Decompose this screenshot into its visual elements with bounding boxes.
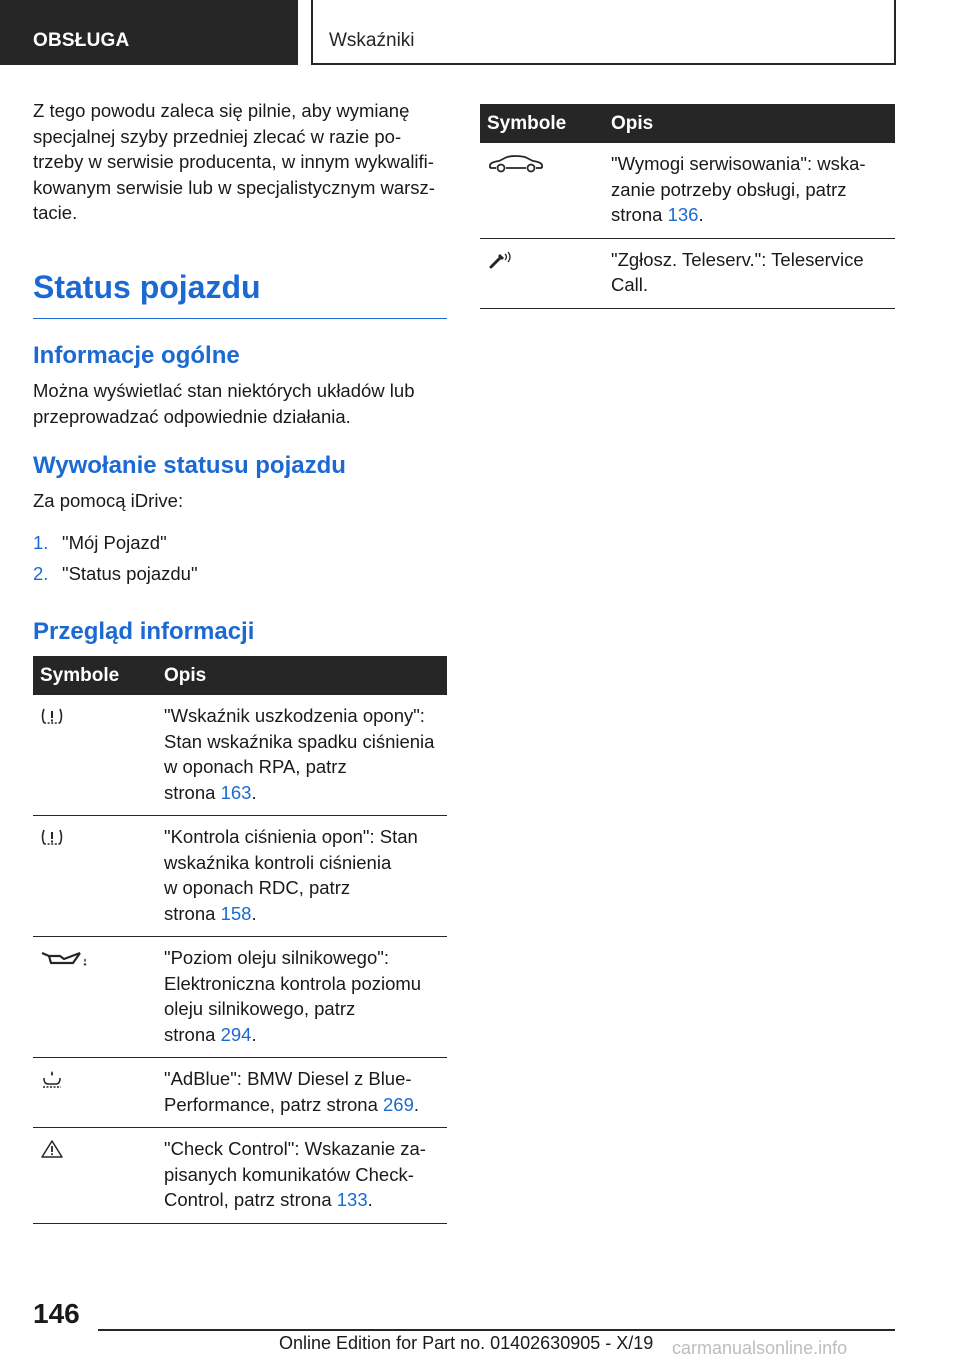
row-description: "Zgłosz. Teleserv.": Teleservice Call. bbox=[611, 248, 864, 295]
tire-pressure-monitor-icon bbox=[40, 827, 64, 847]
general-info-heading: Informacje ogólne bbox=[33, 342, 240, 369]
teleservice-wrench-icon bbox=[487, 250, 515, 270]
table-row bbox=[33, 1128, 447, 1224]
steps-list bbox=[33, 527, 447, 589]
row-end: . bbox=[251, 1023, 257, 1045]
page-link[interactable]: 158 bbox=[220, 902, 252, 924]
column-header-symbol: Symbole bbox=[487, 112, 567, 134]
row-end: . bbox=[251, 902, 257, 924]
heading-divider bbox=[33, 318, 447, 320]
site-watermark: carmanualsonline.info bbox=[672, 1338, 848, 1358]
section-tab: OBSŁUGA bbox=[0, 0, 298, 65]
call-status-heading: Wywołanie statusu pojazdu bbox=[33, 452, 346, 479]
chapter-title: Wskaźniki bbox=[311, 0, 896, 65]
column-header-description: Opis bbox=[164, 664, 207, 686]
row-description: "Wymogi serwisowania": wska- zanie potrzeby obsługi, patrz strona bbox=[611, 153, 866, 225]
symbols-table-right bbox=[480, 104, 895, 309]
check-control-warning-icon bbox=[40, 1139, 64, 1159]
column-header-symbol: Symbole bbox=[40, 664, 120, 686]
footer-divider bbox=[98, 1329, 895, 1331]
row-end: . bbox=[413, 1093, 420, 1115]
table-row bbox=[480, 239, 895, 309]
list-item bbox=[33, 527, 447, 558]
oil-level-icon bbox=[40, 948, 90, 968]
edition-note: Online Edition for Part no. 01402630905 - X/19 bbox=[279, 1333, 654, 1353]
list-item bbox=[33, 558, 447, 589]
table-row bbox=[33, 816, 447, 937]
step-number: 2. bbox=[33, 562, 49, 584]
step-text: "Mój Pojazd" bbox=[62, 531, 167, 553]
row-description: "Wskaźnik uszkodzenia opony": Stan wskaźnika spadku ciśnienia w oponach RPA, patrz strona bbox=[164, 705, 435, 803]
service-car-icon bbox=[487, 154, 545, 174]
step-number: 1. bbox=[33, 531, 49, 553]
page-link[interactable]: 136 bbox=[667, 204, 699, 225]
left-column bbox=[33, 98, 447, 647]
page-link[interactable]: 163 bbox=[220, 781, 252, 803]
table-row bbox=[33, 1058, 447, 1128]
row-end: . bbox=[367, 1189, 373, 1210]
row-description: "Kontrola ciśnienia opon": Stan wskaźnika kontroli ciśnienia w oponach RDC, patrz strona bbox=[164, 826, 418, 924]
page-link[interactable]: 269 bbox=[383, 1093, 414, 1115]
row-end: . bbox=[698, 204, 704, 225]
general-info-text: Można wyświetlać stan niektórych układów lub przeprowadzać odpowiednie działania. bbox=[33, 380, 415, 427]
page-link[interactable]: 133 bbox=[336, 1189, 368, 1210]
table-row bbox=[480, 143, 895, 239]
table-header bbox=[480, 104, 895, 143]
table-header bbox=[33, 656, 447, 695]
page-link[interactable]: 294 bbox=[220, 1023, 252, 1045]
tire-pressure-warning-icon bbox=[40, 706, 64, 726]
overview-heading: Przegląd informacji bbox=[33, 617, 255, 645]
intro-paragraph: Z tego powodu zaleca się pilnie, aby wymianę specjalnej szyby przedniej zlecać w razie po-trzeby w serwisie producenta, w innym wykwalifi-kowanym serwisie lub w specjalistycznym warsz-tacie. bbox=[33, 100, 435, 223]
row-description: "AdBlue": BMW Diesel z Blue- Performance, patrz strona bbox=[164, 1068, 412, 1115]
page-number: 146 bbox=[33, 1298, 80, 1329]
step-text: "Status pojazdu" bbox=[62, 562, 198, 584]
adblue-icon bbox=[40, 1069, 64, 1089]
page-heading: Status pojazdu bbox=[33, 268, 261, 305]
table-row bbox=[33, 937, 447, 1058]
table-row bbox=[33, 695, 447, 816]
symbols-table-left bbox=[33, 656, 447, 1224]
call-status-text: Za pomocą iDrive: bbox=[33, 490, 184, 511]
column-header-description: Opis bbox=[611, 112, 654, 134]
row-description: "Check Control": Wskazanie za- pisanych komunikatów Check- Control, patrz strona bbox=[164, 1138, 426, 1210]
row-end: . bbox=[251, 781, 257, 803]
row-description: "Poziom oleju silnikowego": Elektroniczna kontrola poziomu oleju silnikowego, patrz strona bbox=[164, 947, 422, 1045]
